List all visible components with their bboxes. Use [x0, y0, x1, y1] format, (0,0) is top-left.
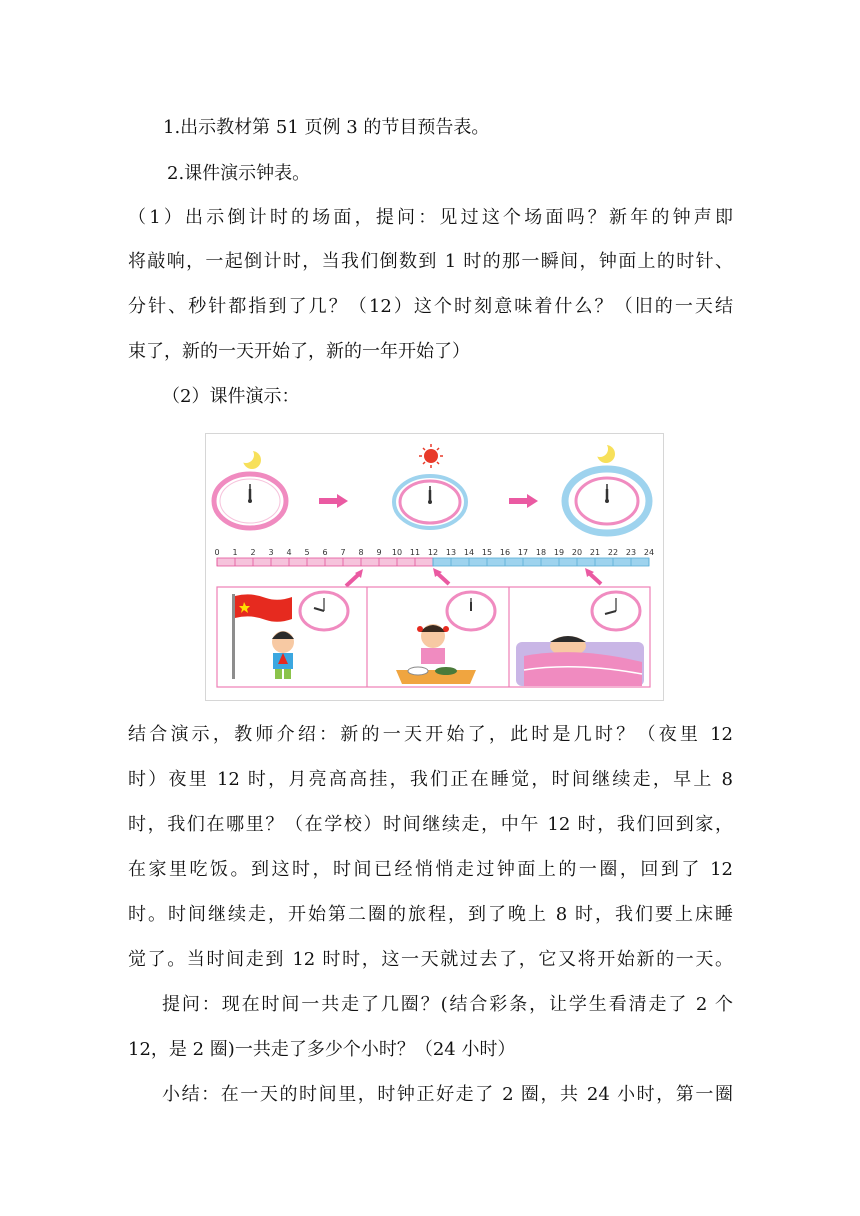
- moon-icon: [592, 441, 615, 463]
- timeline-tick-label: 12: [427, 548, 439, 557]
- pointer-arrow-icon: [433, 568, 449, 584]
- paragraph-item-2: 2.课件演示钟表。: [167, 163, 311, 184]
- paragraph-3-line: 将敲响，一起倒计时，当我们倒数到 1 时的那一瞬间，钟面上的时针、: [128, 251, 733, 272]
- paragraph-5-line: 结合演示，教师介绍：新的一天开始了，此时是几时？（夜里 12: [128, 724, 733, 745]
- timeline-tick-label: 23: [625, 548, 637, 557]
- paragraph-item-1: 1.出示教材第 51 页例 3 的节目预告表。: [163, 117, 490, 138]
- right-arrow-icon: [509, 494, 538, 508]
- timeline-tick-label: 6: [322, 548, 328, 557]
- clock-timeline-figure: [205, 433, 664, 701]
- paragraph-4: （2）课件演示：: [162, 386, 300, 407]
- paragraph-5-line: 时。时间继续走，开始第二圈的旅程，到了晚上 8 时，我们要上床睡: [128, 904, 733, 925]
- clock-icon: [214, 474, 286, 528]
- timeline-tick-label: 8: [358, 548, 364, 557]
- paragraph-3-line: 分针、秒针都指到了几？（12）这个时刻意味着什么？（旧的一天结: [128, 296, 733, 317]
- figure-svg: [206, 434, 663, 700]
- sun-icon: [419, 444, 443, 468]
- timeline-tick-label: 17: [517, 548, 529, 557]
- paragraph-3-line: 束了，新的一天开始了，新的一年开始了）: [128, 341, 470, 362]
- timeline-tick-label: 18: [535, 548, 547, 557]
- timeline-tick-label: 11: [409, 548, 421, 557]
- clock-icon: [565, 469, 649, 533]
- moon-icon: [238, 447, 261, 469]
- pointer-arrow-icon: [585, 568, 601, 584]
- timeline-tick-label: 2: [250, 548, 256, 557]
- timeline-tick-label: 1: [232, 548, 238, 557]
- timeline-tick-label: 4: [286, 548, 292, 557]
- timeline-tick-label: 19: [553, 548, 565, 557]
- timeline-tick-label: 21: [589, 548, 601, 557]
- paragraph-5-line: 在家里吃饭。到这时，时间已经悄悄走过钟面上的一圈，回到了 12: [128, 859, 733, 880]
- timeline-tick-label: 7: [340, 548, 346, 557]
- paragraph-5-line: 觉了。当时间走到 12 时时，这一天就过去了，它又将开始新的一天。: [128, 949, 733, 970]
- timeline-bar: [217, 558, 649, 566]
- timeline-tick-label: 10: [391, 548, 403, 557]
- paragraph-3-line: （1）出示倒计时的场面，提问：见过这个场面吗？新年的钟声即: [128, 207, 733, 228]
- timeline-tick-label: 5: [304, 548, 310, 557]
- timeline-tick-label: 20: [571, 548, 583, 557]
- paragraph-5-line: 时）夜里 12 时，月亮高高挂，我们正在睡觉，时间继续走，早上 8: [128, 769, 733, 790]
- paragraph-6-line: 提问：现在时间一共走了几圈？(结合彩条，让学生看清走了 2 个: [162, 994, 733, 1015]
- timeline-tick-label: 15: [481, 548, 493, 557]
- pointer-arrow-icon: [346, 569, 363, 586]
- timeline-tick-label: 3: [268, 548, 274, 557]
- timeline-tick-label: 14: [463, 548, 475, 557]
- timeline-tick-label: 16: [499, 548, 511, 557]
- paragraph-6-line: 12，是 2 圈)一共走了多少个小时？（24 小时）: [128, 1039, 516, 1060]
- timeline-tick-label: 13: [445, 548, 457, 557]
- timeline-tick-label: 22: [607, 548, 619, 557]
- paragraph-7-line: 小结：在一天的时间里，时钟正好走了 2 圈，共 24 小时，第一圈: [162, 1084, 733, 1105]
- timeline-tick-label: 24: [643, 548, 655, 557]
- clock-icon: [394, 476, 466, 528]
- timeline-tick-label: 0: [214, 548, 220, 557]
- right-arrow-icon: [319, 494, 348, 508]
- timeline-tick-label: 9: [376, 548, 382, 557]
- paragraph-5-line: 时，我们在哪里？（在学校）时间继续走，中午 12 时，我们回到家，: [128, 814, 733, 835]
